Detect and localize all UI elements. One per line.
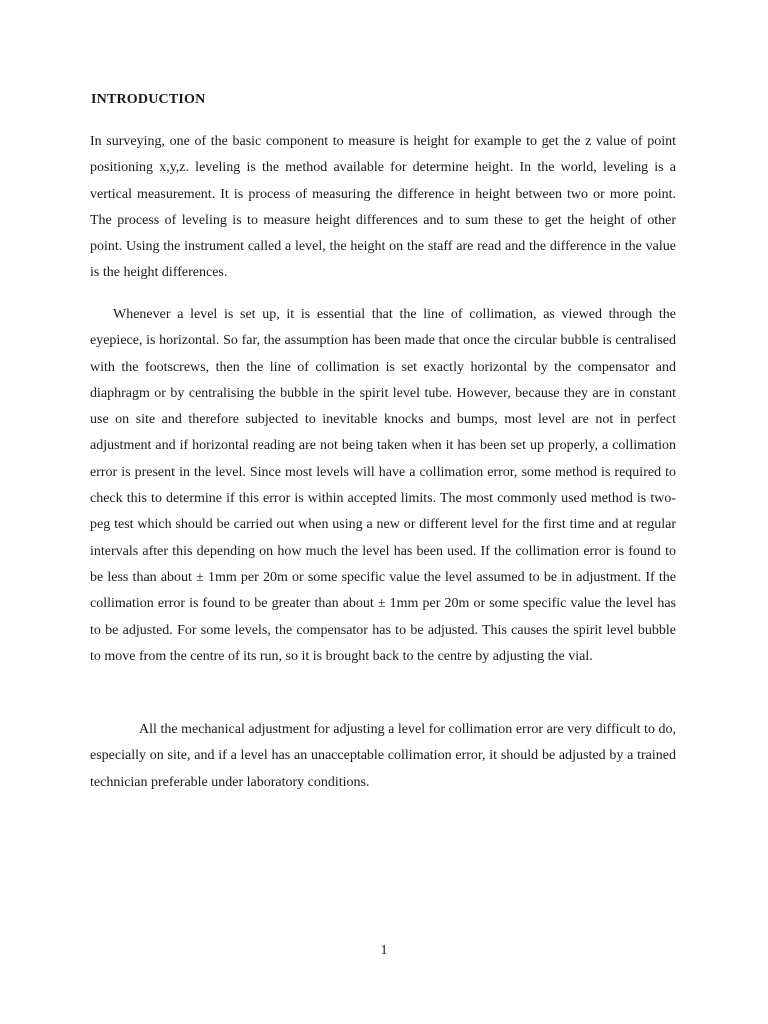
paragraph-adjustment: All the mechanical adjustment for adjusting a level for collimation error are very difficult to do, especially on site, and if a level has an unacceptable collimation error, it should be adjusted by a trained technician preferable under laboratory conditions. — [90, 722, 676, 790]
section-heading: INTRODUCTION — [91, 92, 206, 107]
paragraph-intro: In surveying, one of the basic component to measure is height for example to get the z value of point positioning x,y,z. leveling is the method available for determine height. In the world, leveling is a vertical measurement. It is process of measuring the difference in height between two or more point. The process of leveling is to measure height differences and to sum these to get the height of other point. Using the instrument called a level, the height on the staff are read and the difference in the value is the height differences. — [90, 134, 676, 281]
page-number: 1 — [380, 943, 388, 958]
paragraph-collimation: Whenever a level is set up, it is essential that the line of collimation, as viewed through the eyepiece, is horizontal. So far, the assumption has been made that once the circular bubble is centralised with the footscrews, then the line of collimation is set exactly horizontal by the compensator and diaphragm or by centralising the bubble in the spirit level tube. However, because they are in constant use on site and therefore subjected to inevitable knocks and bumps, most level are not in perfect adjustment and if horizontal reading are not being taken when it has been set up properly, a collimation error is present in the level. Since most levels will have a collimation error, some method is required to check this to determine if this error is within accepted limits. The most commonly used method is two- peg test which should be carried out when using a new or different level for the first time and at regular intervals after this depending on how much the level has been used. If the collimation error is found to be less than about ± 1mm per 20m or some specific value the level assumed to be in adjustment. If the collimation error is found to be greater than about ± 1mm per 20m or some specific value the level has to be adjusted. For some levels, the compensator has to be adjusted. This causes the spirit level bubble to move from the centre of its run, so it is brought back to the centre by adjusting the vial. — [90, 307, 676, 664]
